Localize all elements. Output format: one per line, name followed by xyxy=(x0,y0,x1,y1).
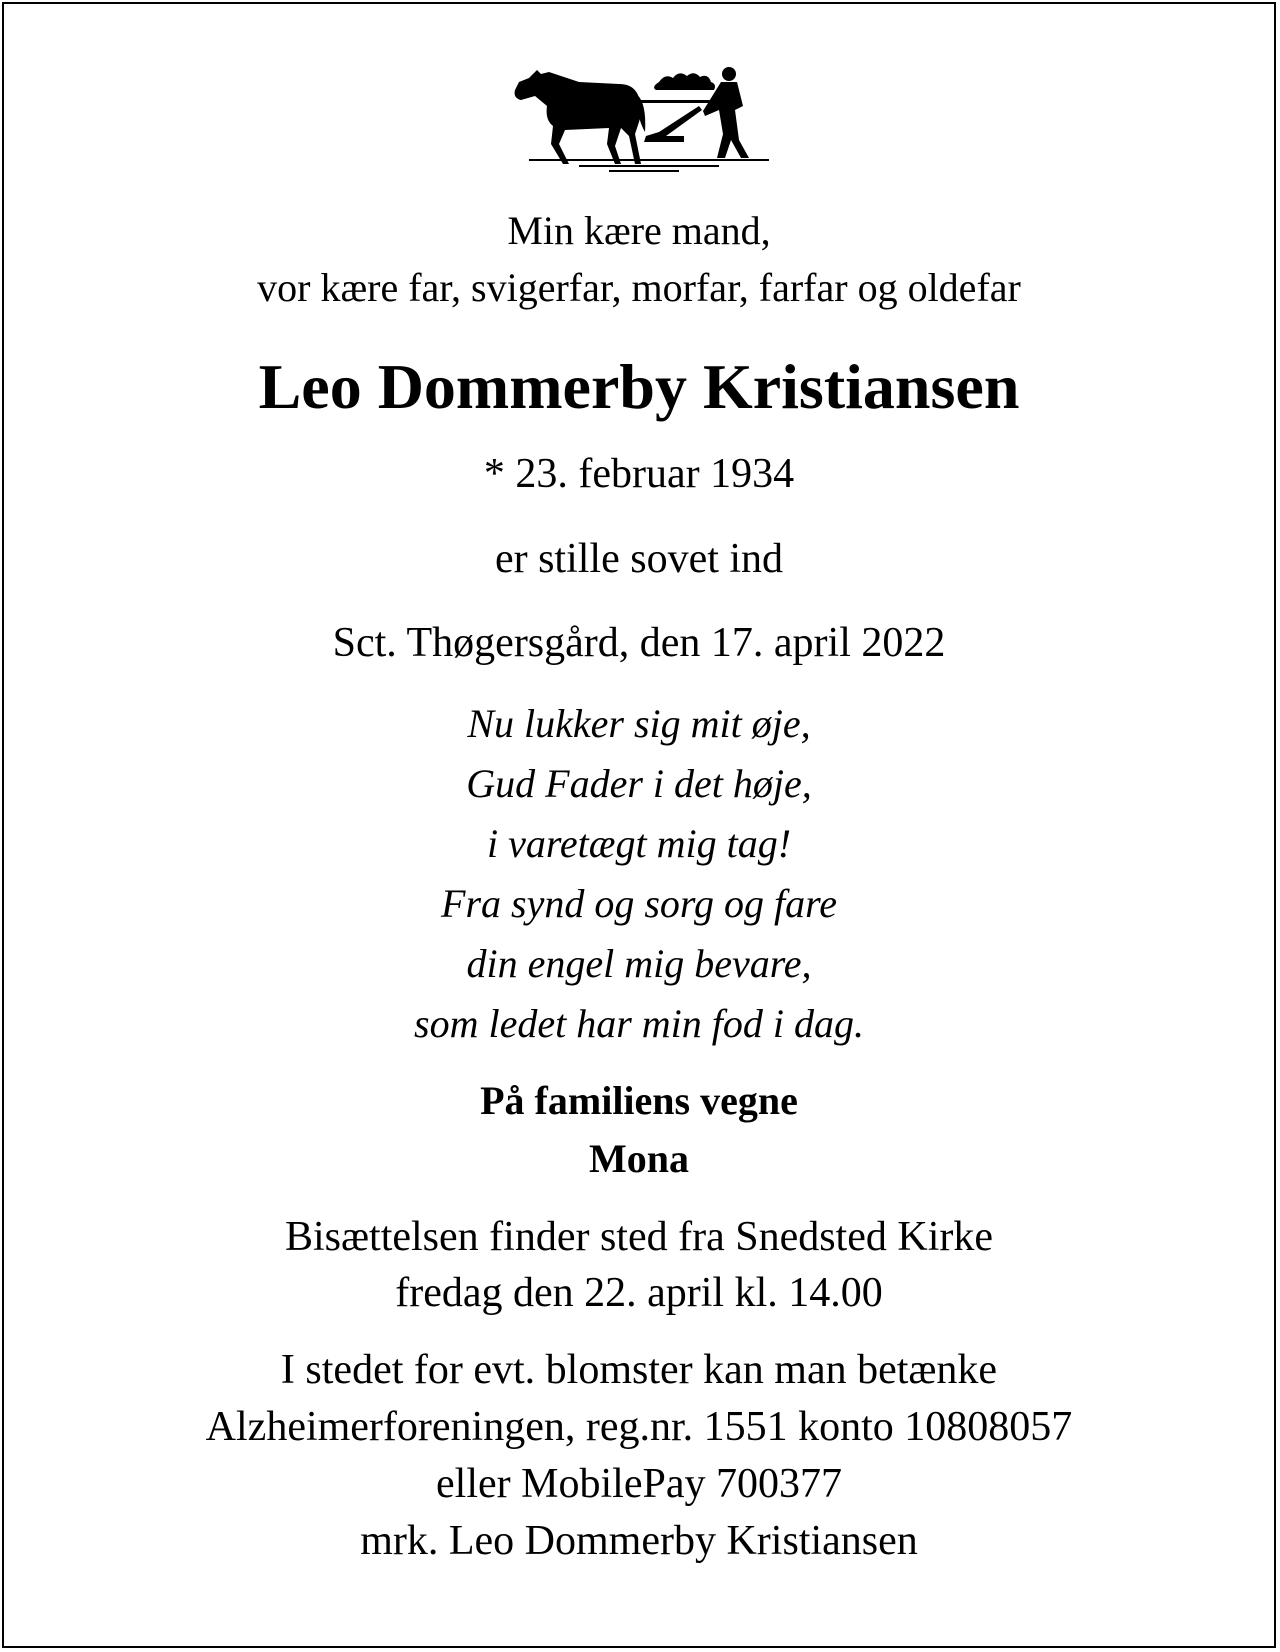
signature-line-1: På familiens vegne xyxy=(480,1078,798,1123)
birth-date: * 23. februar 1934 xyxy=(483,451,795,497)
passed-text: er stille sovet ind xyxy=(494,536,784,582)
donation-line-4: mrk. Leo Dommerby Kristiansen xyxy=(360,1518,918,1564)
intro-line-1: Min kære mand, xyxy=(507,208,771,253)
donation-line-3: eller MobilePay 700377 xyxy=(436,1461,842,1507)
poem-line: i varetægt mig tag! xyxy=(486,821,792,866)
signature-line-2: Mona xyxy=(589,1136,689,1181)
poem-line: din engel mig bevare, xyxy=(466,941,812,986)
funeral-info xyxy=(4,1209,1274,1321)
deceased-name: Leo Dommerby Kristiansen xyxy=(258,351,1020,422)
intro-line-2: vor kære far, svigerfar, morfar, farfar og oldefar xyxy=(257,265,1021,310)
intro-text xyxy=(4,202,1274,316)
poem xyxy=(4,694,1274,1054)
donation-line-1: I stedet for evt. blomster kan man betænke xyxy=(280,1347,998,1393)
poem-line: som ledet har min fod i dag. xyxy=(414,1001,864,1046)
donation-info xyxy=(4,1342,1274,1570)
donation-line-2: Alzheimerforeningen, reg.nr. 1551 konto 10808057 xyxy=(205,1404,1073,1450)
funeral-line-1: Bisættelsen finder sted fra Snedsted Kirke xyxy=(284,1214,993,1260)
obituary-notice xyxy=(2,2,1276,1648)
poem-line: Fra synd og sorg og fare xyxy=(441,881,837,926)
funeral-line-2: fredag den 22. april kl. 14.00 xyxy=(395,1270,883,1316)
place-and-date: Sct. Thøgersgård, den 17. april 2022 xyxy=(332,620,946,666)
horse-plough-icon xyxy=(509,62,779,174)
poem-line: Nu lukker sig mit øje, xyxy=(467,701,811,746)
poem-line: Gud Fader i det høje, xyxy=(466,761,812,806)
signature xyxy=(4,1072,1274,1188)
